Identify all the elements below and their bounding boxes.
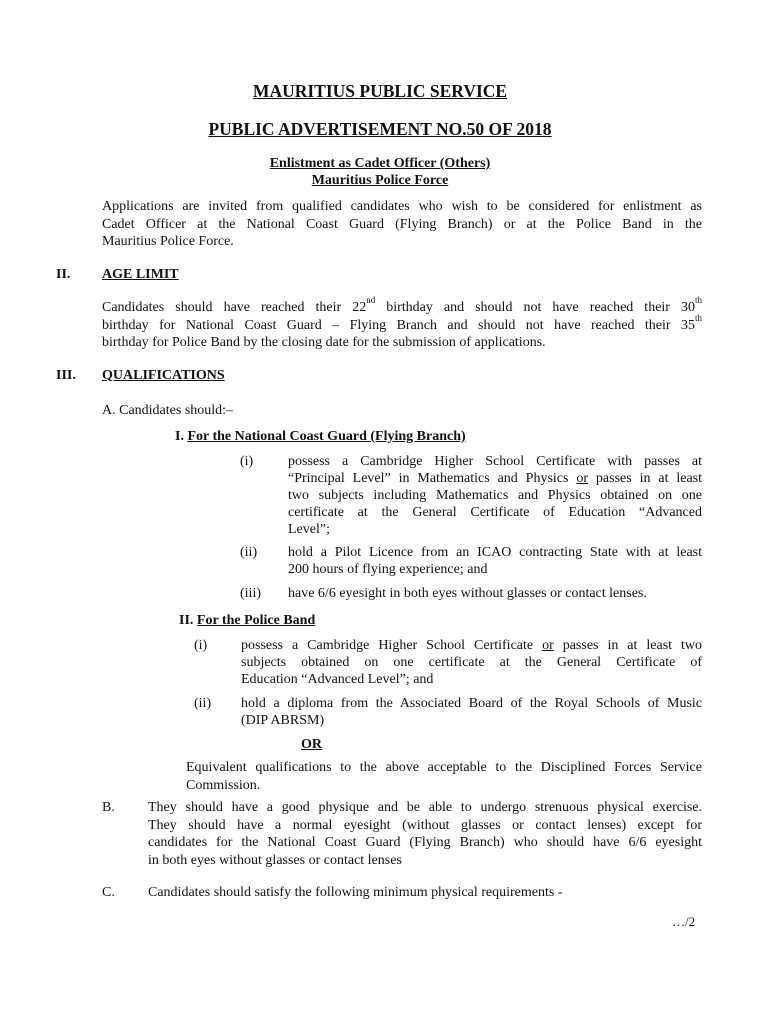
or-separator: OR [301,737,322,752]
ncg-subheading: I. For the National Coast Guard (Flying Branch) [175,429,466,444]
intro-line: Cadet Officer at the National Coast Guard (Flying Branch) or at the Police Band in the [102,216,702,232]
service-title: MAURITIUS PUBLIC SERVICE [252,81,508,101]
ncg-item-1-line-2: “Principal Level” in Mathematics and Physics or passes in at least [288,471,702,486]
section-number: II. [56,267,71,282]
advert-title: PUBLIC ADVERTISEMENT NO.50 OF 2018 [208,119,552,139]
age-line: Candidates should have reached their 22nd birthday and should not have reached their 30th [102,295,702,315]
band-item-2: hold a diploma from the Associated Board of the Royal Schools of Music (DIP ABRSM) [241,696,702,728]
item-letter: C. [102,885,115,900]
age-line: birthday for Police Band by the closing date for the submission of applications. [102,335,546,351]
item-number: (ii) [240,545,258,560]
ncg-item-3: have 6/6 eyesight in both eyes without glasses or contact lenses. [288,586,647,601]
physique-paragraph: They should have a good physique and be able to undergo strenuous physical exercise. They should have a normal eyesight (without glasses or contact lenses) except for candidates for the National Coast Guard (Flying Branch) who should have 6/6 eyesight in both eyes without glasses or contact lenses [148,800,702,868]
ncg-item-2: hold a Pilot Licence from an ICAO contracting State with at least 200 hours of flying experience; and [288,545,702,577]
page-continuation: …/2 [672,914,696,929]
item-number: (i) [194,638,208,653]
physical-requirements-text: Candidates should satisfy the following minimum physical requirements - [148,885,563,900]
band-item-1: possess a Cambridge Higher School Certificate or passes in at least two subjects obtained on one certificate at the General Certificate of Education “Advanced Level”; and [241,638,703,687]
item-number: (ii) [194,696,212,711]
age-limit-heading: AGE LIMIT [102,267,179,282]
intro-paragraph [102,198,702,251]
item-number: (i) [240,454,254,469]
candidates-should-label: A. Candidates should:– [102,403,234,418]
age-line: birthday for National Coast Guard – Flying Branch and should not have reached their 35th [102,312,702,333]
section-number: III. [56,368,76,383]
post-heading [0,155,760,189]
item-letter: B. [102,800,115,815]
post-title: Enlistment as Cadet Officer (Others) [269,156,491,171]
band-item-1-line-1: possess a Cambridge Higher School Certificate or passes in at least two [241,638,703,653]
item-number: (iii) [240,586,261,601]
ncg-item-1: possess a Cambridge Higher School Certificate with passes at “Principal Level” in Mathematics and Physics or passes in at least two subjects including Mathematics and Physics obtained on one certificate at the General Certificate of Education “Advanced Level”; [288,454,702,537]
org-title: Mauritius Police Force [311,173,449,188]
qualifications-heading: QUALIFICATIONS [102,368,225,383]
age-paragraph [102,295,702,352]
intro-line: Mauritius Police Force. [102,234,234,250]
band-subheading: II. For the Police Band [179,613,316,628]
equivalent-paragraph: Equivalent qualifications to the above acceptable to the Disciplined Forces Service Commission. [186,760,702,793]
intro-line: Applications are invited from qualified candidates who wish to be considered for enlistment as [102,199,702,214]
